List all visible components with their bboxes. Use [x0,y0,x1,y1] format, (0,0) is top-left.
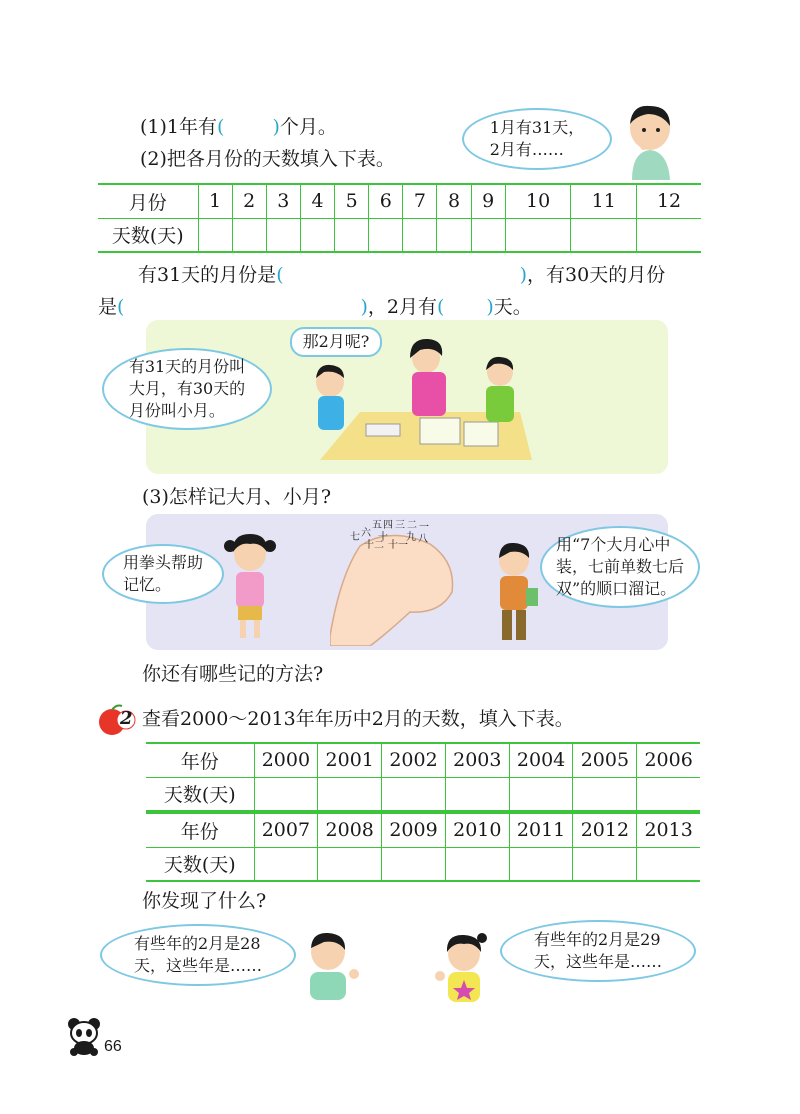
year-cell: 2013 [637,813,700,847]
girl-pointing-illustration [220,520,280,644]
feb-days-answer-cell[interactable] [637,777,700,811]
speech-bubble-top-text: 1月有31天， 2月有…… [489,118,585,159]
q2-title: 查看2000～2013年年历中2月的天数，填入下表。 [142,708,574,730]
year-cell: 2001 [318,743,382,777]
year-header-label: 年份 [146,743,254,777]
knuckle-label: 九 [406,532,416,543]
knuckle-label: 六 [361,528,371,539]
paren-close: ) [272,116,280,138]
fill-text: 有31天的月份是 [138,264,277,286]
feb-days-answer-cell[interactable] [254,847,318,881]
feb-days-row-label: 天数(天) [146,777,254,811]
q1-line1-suffix: 个月。 [279,116,337,138]
feb-days-answer-cell[interactable] [382,847,446,881]
month-cell: 8 [437,184,471,218]
paren-open: ( [276,264,284,286]
days-row-label: 天数(天) [98,218,198,252]
knuckle-label: 十 [378,532,388,543]
days-answer-cell[interactable] [505,218,571,252]
paren-open: ( [436,296,445,318]
feb-days-answer-cell[interactable] [445,777,509,811]
question-badge-2 [96,702,136,738]
year-cell: 2006 [637,743,700,777]
fill-text: ，2月有 [367,296,437,318]
month-cell: 10 [505,184,571,218]
month-cell: 4 [300,184,334,218]
knuckle-label: 十一 [388,540,408,551]
year-cell: 2007 [254,813,318,847]
boy-pointing-illustration [486,536,542,646]
feb-days-row-label: 天数(天) [146,847,254,881]
days-answer-cell[interactable] [437,218,471,252]
page-number: 66 [104,1038,122,1055]
knuckle-labels [350,520,430,552]
month-cell: 1 [198,184,232,218]
days-answer-cell[interactable] [300,218,334,252]
days-answer-cell[interactable] [335,218,369,252]
month-cell: 12 [637,184,701,218]
knuckle-label: 十二 [364,540,384,551]
month-cell: 7 [403,184,437,218]
knuckle-label: 三 [395,520,405,531]
days-answer-cell[interactable] [232,218,266,252]
paren-open: ( [217,116,225,138]
knuckle-label: 五 [372,520,382,531]
paren-close: ) [486,296,494,318]
year-cell: 2004 [509,743,573,777]
year-cell: 2009 [382,813,446,847]
month-cell: 6 [369,184,403,218]
panda-icon [66,1016,102,1056]
speech-bubble-rhyme-text: 用“7个大月心中 装，七前单数七后 双”的顺口溜记。 [555,535,684,598]
year-header-label: 年份 [146,813,254,847]
speech-bubble-29-days [500,920,696,982]
fill-sentence-line2 [98,294,532,320]
feb-days-answer-cell[interactable] [382,777,446,811]
speech-bubble-29-days-text: 有些年的2月是29 天，这些年是…… [533,930,662,971]
days-answer-cell[interactable] [198,218,232,252]
q1-line1 [140,114,337,140]
year-cell: 2000 [254,743,318,777]
speech-bubble-fist [102,544,224,604]
question-badge-number: 2 [120,708,133,729]
year-cell: 2011 [509,813,573,847]
month-cell: 3 [266,184,300,218]
year-cell: 2003 [445,743,509,777]
paren-close: ) [519,264,528,286]
knuckle-label: 二 [407,520,417,531]
boy-bottom-illustration [298,928,364,1002]
year-cell: 2005 [573,743,637,777]
knuckle-label: 七 [350,532,360,543]
knuckle-label: 一 [419,522,429,533]
speech-bubble-explain [102,348,272,430]
feb-days-answer-cell[interactable] [318,847,382,881]
days-answer-cell[interactable] [266,218,300,252]
month-days-table [98,183,701,253]
year-table-2007-2013 [146,812,700,882]
paren-close: ) [360,296,368,318]
days-answer-cell[interactable] [571,218,637,252]
feb-days-answer-cell[interactable] [318,777,382,811]
days-answer-cell[interactable] [471,218,505,252]
month-header-label: 月份 [98,184,198,218]
month-cell: 2 [232,184,266,218]
speech-bubble-28-days-text: 有些年的2月是28 天，这些年是…… [133,934,262,975]
discover-prompt: 你发现了什么? [142,890,267,912]
feb-days-answer-cell[interactable] [254,777,318,811]
feb-days-answer-cell[interactable] [509,847,573,881]
q3-title: (3)怎样记大月、小月? [142,486,332,508]
boy-thinking-illustration [618,100,678,180]
year-table-2000-2006 [146,742,700,812]
fill-text: ，有30天的月份 [527,264,666,286]
feb-days-answer-cell[interactable] [445,847,509,881]
feb-days-answer-cell[interactable] [637,847,700,881]
other-methods-prompt: 你还有哪些记的方法? [142,663,324,685]
speech-bubble-28-days [100,924,296,986]
days-answer-cell[interactable] [637,218,701,252]
month-cell: 5 [335,184,369,218]
knuckle-label: 八 [418,534,428,545]
year-cell: 2012 [573,813,637,847]
paren-open: ( [117,296,125,318]
fill-sentence-line1 [138,262,665,288]
year-cell: 2002 [382,743,446,777]
speech-bubble-fist-text: 用拳头帮助 记忆。 [122,553,203,594]
speech-bubble-question [290,327,382,357]
speech-bubble-rhyme [540,526,700,608]
feb-days-answer-cell[interactable] [509,777,573,811]
feb-days-answer-cell[interactable] [573,847,637,881]
girl-bottom-illustration [432,930,496,1004]
fill-text: 天。 [493,296,532,318]
month-cell: 9 [471,184,505,218]
fill-text: 是 [98,296,118,318]
speech-bubble-explain-text: 有31天的月份叫 大月，有30天的 月份叫小月。 [128,357,246,420]
year-cell: 2010 [445,813,509,847]
q1-line2: (2)把各月份的天数填入下表。 [140,148,395,170]
q1-line1-prefix: (1)1年有 [140,116,218,138]
feb-days-answer-cell[interactable] [573,777,637,811]
days-answer-cell[interactable] [403,218,437,252]
month-cell: 11 [571,184,637,218]
speech-bubble-top [462,108,612,170]
speech-bubble-question-text: 那2月呢? [302,332,370,351]
year-cell: 2008 [318,813,382,847]
days-answer-cell[interactable] [369,218,403,252]
knuckle-label: 四 [383,520,393,531]
